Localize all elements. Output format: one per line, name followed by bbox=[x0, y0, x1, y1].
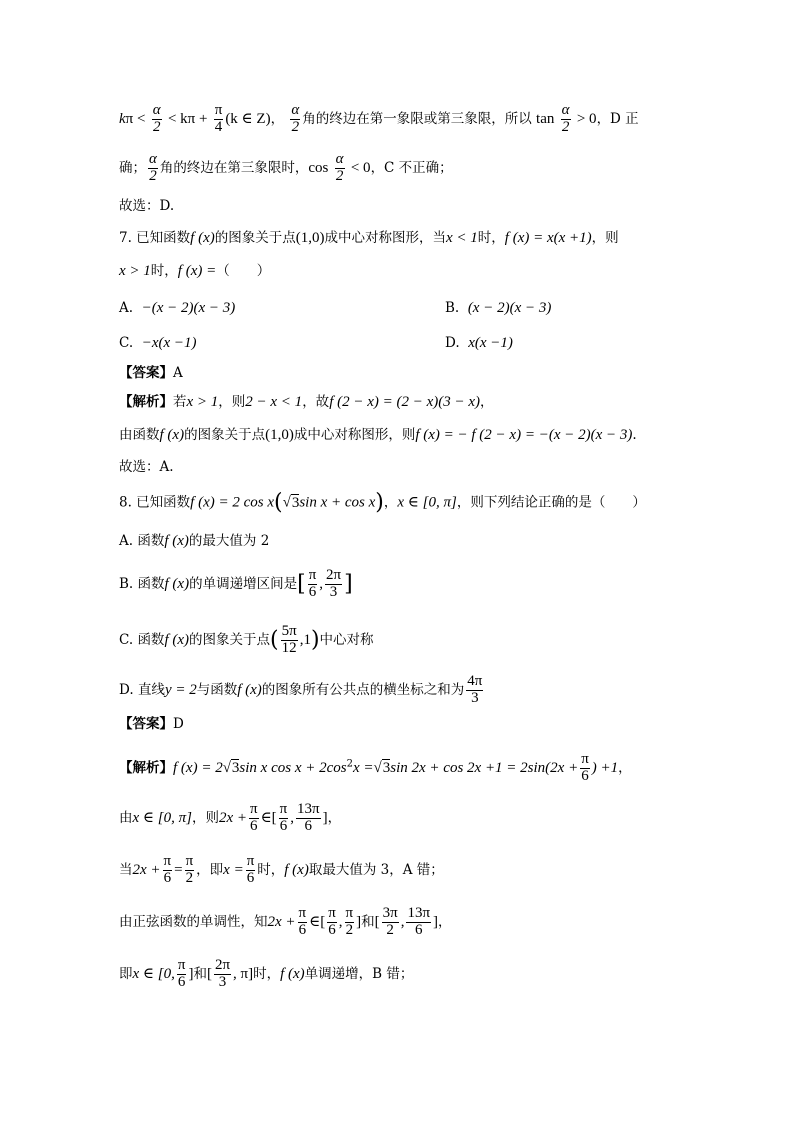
analysis-8-line-1: 【解析】f (x) = 2√3sin x $\cos x + 2\cos^2x =√3\sin$ 2x + cos 2x +1 = 2sin(2x + $\frac{\pi}{6}$ ) +1， bbox=[119, 751, 632, 784]
math: < kπ + bbox=[167, 110, 208, 127]
math: k bbox=[119, 110, 126, 127]
fraction: $\frac{\alpha}{2}$ bbox=[149, 151, 157, 184]
question-8-stem: 8. 已知函数f (x) = 2 cos x(√3sin x + cos x)，x ∈ [0, π]，则下列结论正确的是（ ） bbox=[119, 490, 646, 515]
answer-7: 【答案】A bbox=[119, 365, 183, 381]
fraction: $\frac{\alpha}{2}$ bbox=[335, 151, 344, 184]
option-8a: A. 函数f (x)的最大值为 2 bbox=[119, 533, 270, 549]
option-8b: B. 函数f (x)的单调递增区间是[ $\frac{\pi}{6}$ , $\frac{2\pi}{3}$ ] bbox=[119, 567, 353, 600]
math: cos bbox=[308, 159, 329, 176]
analysis-8-line-2: 由x ∈ [0, π]，则2x + $\frac{\pi}{6}$ ∈[ $\frac{\pi}{6}$ , $\frac{13\pi}{6}$ ]， bbox=[119, 801, 342, 834]
option-7c: C. −x(x −1) bbox=[119, 335, 197, 351]
fraction: $\frac{\alpha}{2}$ bbox=[561, 102, 570, 135]
analysis-8-line-3: 当2x + $\frac{\pi}{6}$ = $\frac{\pi}{2}$ ，即x = $\frac{\pi}{6}$ 时，f (x)取最大值为 3，A 错； bbox=[119, 853, 444, 886]
question-7-line-2: x > 1时，f (x) =（ ） bbox=[119, 263, 271, 279]
text: 确； bbox=[119, 159, 146, 176]
text: ，C 不正确； bbox=[370, 159, 453, 176]
fraction: $\frac{\alpha}{2}$ bbox=[152, 102, 161, 135]
option-7a: A. −(x − 2)(x − 3) bbox=[119, 300, 236, 316]
answer-8: 【答案】D bbox=[119, 716, 184, 732]
analysis-7-line-2: 由函数f (x)的图象关于点(1,0)成中心对称图形，则f (x) = − f (2 − x) = −(x − 2)(x − 3). bbox=[119, 427, 637, 443]
text: 角的终边在第三象限时， bbox=[159, 159, 309, 176]
solution-line-1 bbox=[119, 103, 639, 136]
option-7d: D. x(x −1) bbox=[445, 335, 513, 351]
math: π < bbox=[125, 110, 146, 127]
analysis-8-line-5: 即x ∈ [0, $\frac{\pi}{6}$ ]和[ $\frac{2\pi}{3}$ , π]时，f (x)单调递增，B 错； bbox=[119, 957, 414, 990]
option-8d: D. 直线y = 2与函数f (x)的图象所有公共点的横坐标之和为 $\frac{4\pi}{3}$ bbox=[119, 673, 483, 706]
text: 角的终边在第一象限或第三象限，所以 bbox=[302, 110, 532, 127]
math: (k ∈ Z) bbox=[225, 110, 271, 127]
analysis-8-line-4: 由正弦函数的单调性，知2x + $\frac{\pi}{6}$ ∈[ $\frac{\pi}{6}$ , $\frac{\pi}{2}$ ]和[ $\frac{3\pi}{2}$ , $\frac{13\pi}{6}$ ]， bbox=[119, 905, 452, 938]
math: tan bbox=[536, 110, 555, 127]
math: > 0 bbox=[576, 110, 597, 127]
math: < 0 bbox=[350, 159, 371, 176]
choose-d: 故选：D. bbox=[119, 198, 175, 214]
solution-line-2 bbox=[119, 152, 453, 185]
text: ， bbox=[270, 110, 285, 127]
option-8c: C. 函数f (x)的图象关于点( $\frac{5\pi}{12}$ ,1)中心对称 bbox=[119, 623, 374, 656]
text: ，D 正 bbox=[596, 110, 639, 127]
analysis-7-line-1: 【解析】若x > 1，则2 − x < 1，故f (2 − x) = (2 − x)(3 − x)， bbox=[119, 394, 494, 410]
fraction: $\frac{\alpha}{2}$ bbox=[291, 102, 300, 135]
fraction: $\frac{\pi}{4}$ bbox=[214, 102, 223, 135]
question-7-line-1: 7. 已知函数f (x)的图象关于点(1,0)成中心对称图形，当x < 1时，f (x) = x(x +1)，则 bbox=[119, 230, 619, 246]
option-7b: B. (x − 2)(x − 3) bbox=[445, 300, 552, 316]
choose-a: 故选：A. bbox=[119, 459, 174, 475]
